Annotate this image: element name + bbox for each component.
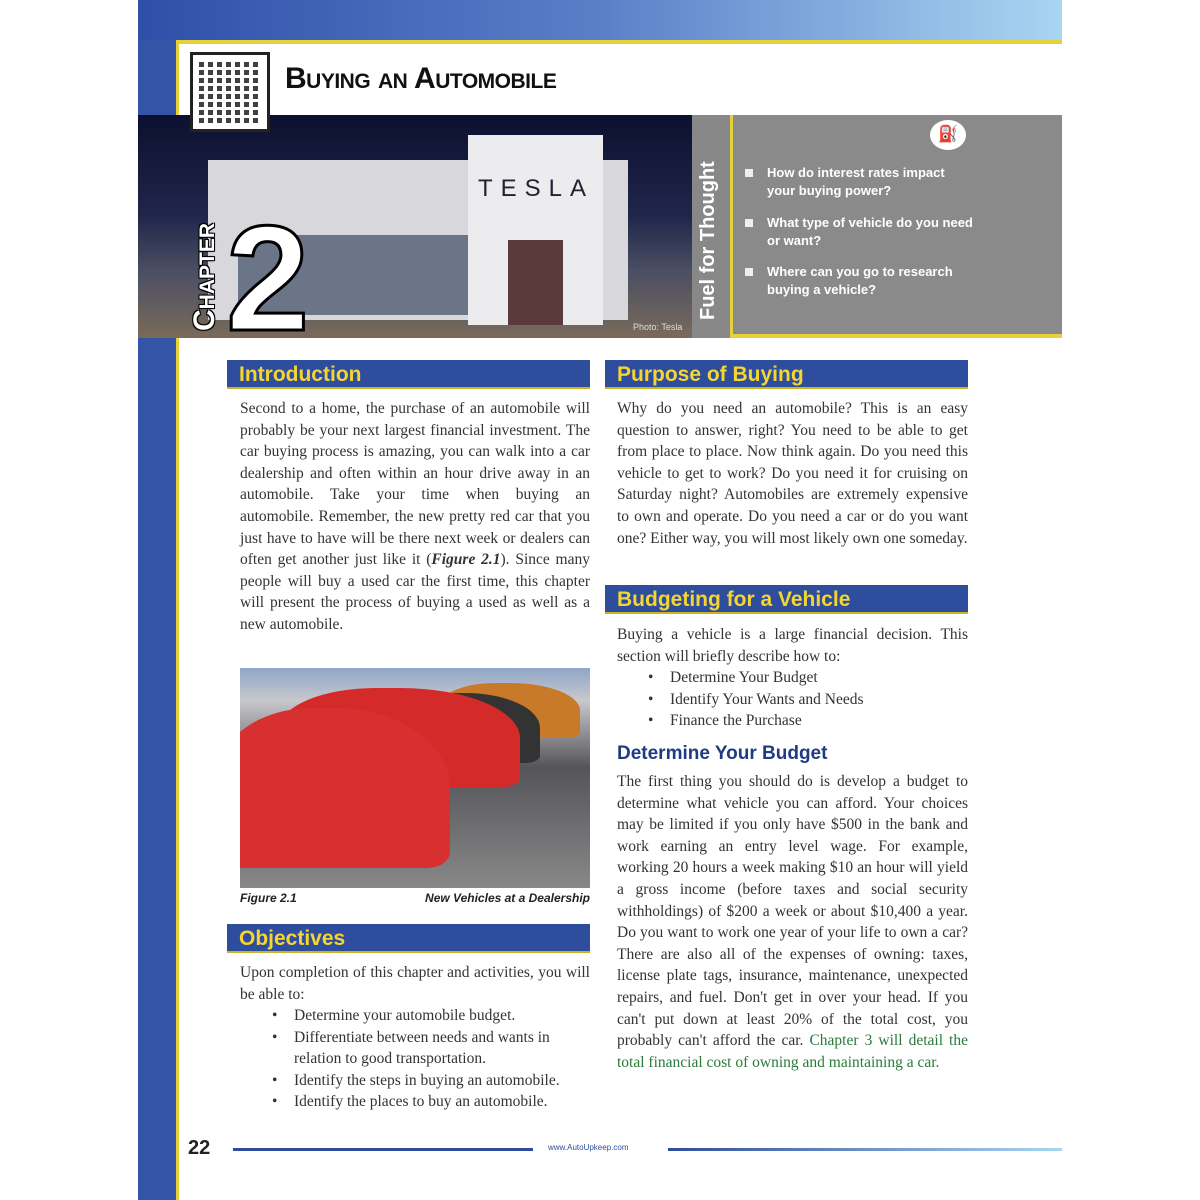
purpose-paragraph: Why do you need an automobile? This is an easy question to answer, right? You need to be able to get from place to place. Now think again. Do you need this vehicle to get to work? Do you need it for cruising on Saturday night? Automobiles are extremely expensive to own and operate. Do you need a car or do you want one? Either way, you will most likely own one someday.: [617, 400, 968, 547]
top-gradient-band: [138, 0, 1062, 40]
list-item: • Determine your automobile budget.: [266, 1005, 592, 1027]
list-item: • Identify the steps in buying an automobile.: [266, 1070, 592, 1092]
qr-code-icon[interactable]: [190, 52, 270, 132]
fuel-question: What type of vehicle do you need or want?: [745, 214, 975, 250]
heading-purpose: Purpose of Buying: [605, 360, 968, 389]
budgeting-list: [642, 667, 968, 732]
gas-pump-thought-icon: ⛽: [930, 120, 966, 150]
heading-objectives: Objectives: [227, 924, 590, 953]
list-item: • Finance the Purchase: [642, 710, 968, 732]
footer-rule: [668, 1148, 1062, 1151]
fuel-question: How do interest rates impact your buying power?: [745, 164, 975, 200]
list-item: • Determine Your Budget: [642, 667, 968, 689]
list-item: • Differentiate between needs and wants in relation to good transportation.: [266, 1027, 592, 1070]
intro-paragraph: Second to a home, the purchase of an automobile will probably be your next largest financial investment. The car buying process is amazing, you can walk into a car dealership and often within an hour drive away in an automobile. Take your time when buying an automobile. Remember, the new pretty red car that you just have to have will be there next week or dealers can often get another just like it (Figure 2.1). Since many people will buy a used car the first time, this chapter will present the process of buying a used as well as a new automobile.: [240, 400, 590, 633]
figure-reference: Figure 2.1: [431, 551, 501, 569]
objectives-intro: Upon completion of this chapter and activities, you will be able to:: [240, 964, 590, 1003]
page-number: 22: [188, 1137, 211, 1159]
figure-caption: Figure 2.1 New Vehicles at a Dealership: [240, 891, 590, 905]
footer-url[interactable]: www.AutoUpkeep.com: [548, 1143, 629, 1152]
photo-credit: Photo: Tesla: [633, 322, 683, 332]
fuel-title: Fuel for Thought: [697, 161, 719, 320]
subheading-determine-budget: Determine Your Budget: [617, 743, 828, 764]
chapter-number: 2: [226, 194, 310, 338]
chapter-photo: [138, 115, 692, 338]
chapter-3-reference: Chapter 3 will detail the total financial cost of owning and maintaining a car.: [617, 1032, 968, 1071]
list-item: • Identify the places to buy an automobile.: [266, 1091, 592, 1113]
figure-image-cars: [240, 668, 590, 888]
photo-sign: TESLA: [478, 175, 595, 202]
determine-paragraph: The first thing you should do is develop a budget to determine what vehicle you can afford. Your choices may be limited if you only have $500 in the bank and work earning an entry level wage. For example, working 20 hours a week making $10 an hour will yield a gross income (before taxes and social security withholdings) of $200 a week or about $10,400 a year. Do you want to work one year of your life to own a car? There are also all of the expenses of owning: taxes, license plate tags, insurance, maintenance, unexpected repairs, and fuel. Don't get in over your head. If you can't put down at least 20% of the total cost, you probably can't afford the car. Chapter 3 will detail the total financial cost of owning and maintaining a car.: [617, 773, 968, 1071]
chapter-label: Chapter: [188, 222, 221, 331]
heading-budgeting: Budgeting for a Vehicle: [605, 585, 968, 614]
page-title: Buying an Automobile: [285, 62, 557, 95]
divider: [176, 40, 1062, 44]
list-item: • Identify Your Wants and Needs: [642, 689, 968, 711]
heading-introduction: Introduction: [227, 360, 590, 389]
building-door: [508, 240, 563, 325]
objectives-list: [266, 1005, 592, 1113]
budgeting-paragraph: Buying a vehicle is a large financial decision. This section will briefly describe how to:: [617, 626, 968, 665]
fuel-question: Where can you go to research buying a vehicle?: [745, 263, 975, 299]
footer-rule: [233, 1148, 533, 1151]
